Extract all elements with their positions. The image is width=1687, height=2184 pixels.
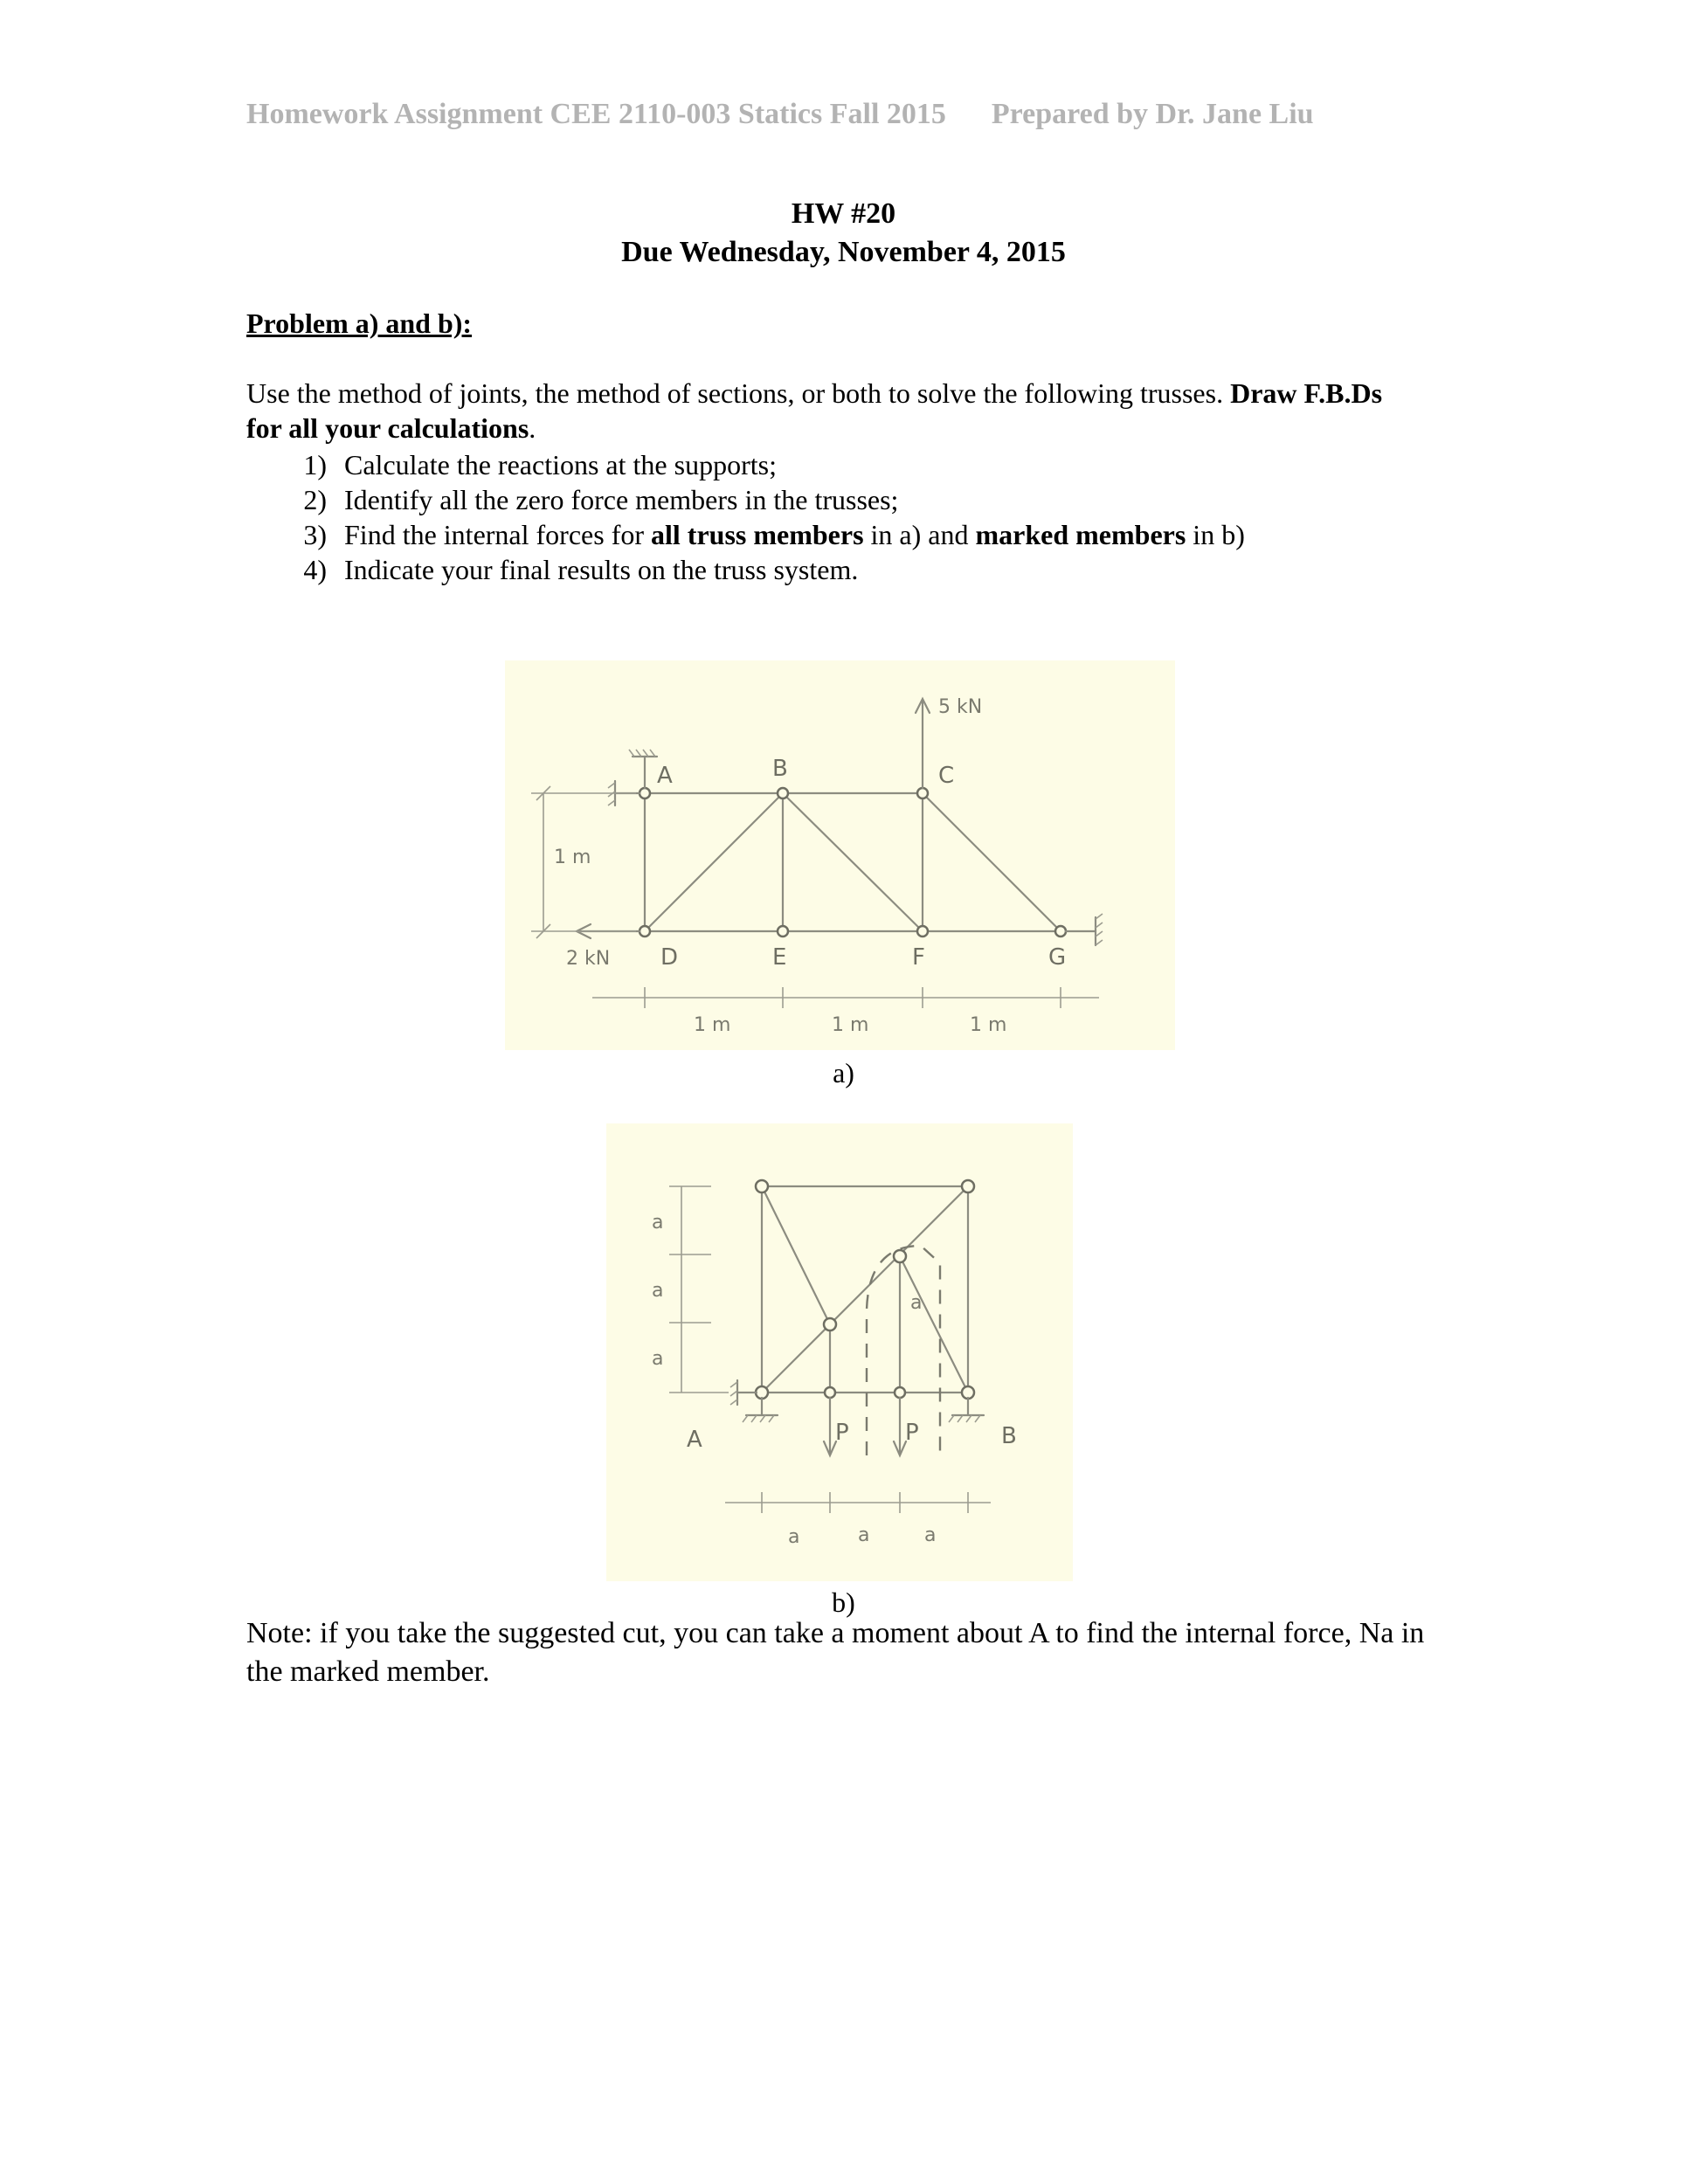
load-5kn-label: 5 kN <box>938 696 983 718</box>
instructions-end: . <box>529 412 536 444</box>
truss-members-a <box>645 793 1061 931</box>
span-label-2: 1 m <box>832 1014 869 1036</box>
step-text: Calculate the reactions at the supports; <box>344 449 777 480</box>
horizontal-dim-label-2: a <box>858 1524 870 1546</box>
label-support-a: A <box>687 1427 702 1453</box>
header-author: Prepared by Dr. Jane Liu <box>991 98 1314 130</box>
step-text: Find the internal forces for all truss members in a) and marked members in b) <box>344 519 1245 550</box>
vertical-dim-label-1: a <box>652 1212 664 1234</box>
label-joint-e: E <box>772 944 787 971</box>
instructions-bold: Draw F.B.Ds for all your calculations <box>246 377 1383 444</box>
label-joint-f: F <box>912 944 925 971</box>
figure-b-caption: b) <box>832 1586 855 1618</box>
horizontal-dim-label-1: a <box>788 1526 800 1548</box>
joint-g <box>1055 926 1066 936</box>
span-label-1: 1 m <box>694 1014 731 1036</box>
list-item <box>246 517 1417 552</box>
horizontal-dim-label-3: a <box>924 1524 937 1546</box>
truss-members-b <box>762 1186 968 1393</box>
joint-b <box>778 788 788 798</box>
label-support-b: B <box>1001 1423 1017 1449</box>
label-load-p1: P <box>835 1420 849 1446</box>
joint-top-right <box>962 1180 974 1192</box>
label-joint-b: B <box>772 756 788 782</box>
vertical-dimension <box>669 1186 729 1393</box>
list-item <box>246 552 1417 587</box>
label-joint-a: A <box>657 763 673 789</box>
joint-bottom-3 <box>895 1387 905 1398</box>
load-p2-arrow-icon <box>894 1398 906 1455</box>
instructions-text: Use the method of joints, the method of sections, or both to solve the following trusses. <box>246 377 1231 409</box>
note-paragraph: Note: if you take the suggested cut, you can take a moment about A to find the internal force, Na in the marked member. <box>246 1617 1425 1688</box>
step-number: 1) <box>303 449 327 480</box>
label-joint-d: D <box>660 944 679 971</box>
marked-member-label: a <box>910 1292 923 1314</box>
joint-lower-mid <box>824 1318 836 1330</box>
joint-c <box>917 788 928 798</box>
step-number: 2) <box>303 484 327 515</box>
label-joint-g: G <box>1048 944 1067 971</box>
vertical-dim-label-3: a <box>652 1348 664 1370</box>
due-date: Due Wednesday, November 4, 2015 <box>621 236 1066 268</box>
joint-upper-mid <box>894 1250 906 1262</box>
truss-figure-b <box>606 1123 1073 1581</box>
load-p1-arrow-icon <box>824 1398 836 1455</box>
joint-top-left <box>756 1180 768 1192</box>
figure-a-caption: a) <box>833 1057 854 1089</box>
header-course: Homework Assignment CEE 2110-003 Statics Fall 2015 <box>246 98 946 130</box>
joint-e <box>778 926 788 936</box>
step-text: Indicate your final results on the truss system. <box>344 554 859 585</box>
joint-d <box>640 926 650 936</box>
load-2kn-label: 2 kN <box>566 948 611 970</box>
label-load-p2: P <box>905 1420 919 1446</box>
truss-sketch-b <box>606 1123 1073 1581</box>
step-number: 4) <box>303 554 327 585</box>
step-list <box>246 447 1417 587</box>
joint-f <box>917 926 928 936</box>
support-g-icon <box>1066 914 1103 945</box>
list-item <box>246 482 1417 517</box>
joint-bottom-2 <box>825 1387 835 1398</box>
step-number: 3) <box>303 519 327 550</box>
joint-a <box>640 788 650 798</box>
instructions <box>246 376 1417 446</box>
span-dimension <box>592 987 1099 1008</box>
list-item <box>246 447 1417 482</box>
hw-title: HW #20 <box>791 197 896 230</box>
label-joint-c: C <box>938 763 955 789</box>
vertical-dim-label-2: a <box>652 1280 664 1302</box>
page-header <box>246 98 1469 131</box>
load-5kn-arrow-icon <box>916 699 930 788</box>
horizontal-dimension <box>725 1492 991 1513</box>
height-dim-label: 1 m <box>554 847 591 868</box>
problem-heading: Problem a) and b): <box>246 308 473 339</box>
truss-sketch-a <box>505 660 1175 1050</box>
truss-figure-a <box>505 660 1175 1050</box>
span-label-3: 1 m <box>970 1014 1007 1036</box>
support-a-b-icon <box>730 1380 778 1422</box>
support-b-b-icon <box>949 1398 984 1422</box>
step-text: Identify all the zero force members in the trusses; <box>344 484 899 515</box>
